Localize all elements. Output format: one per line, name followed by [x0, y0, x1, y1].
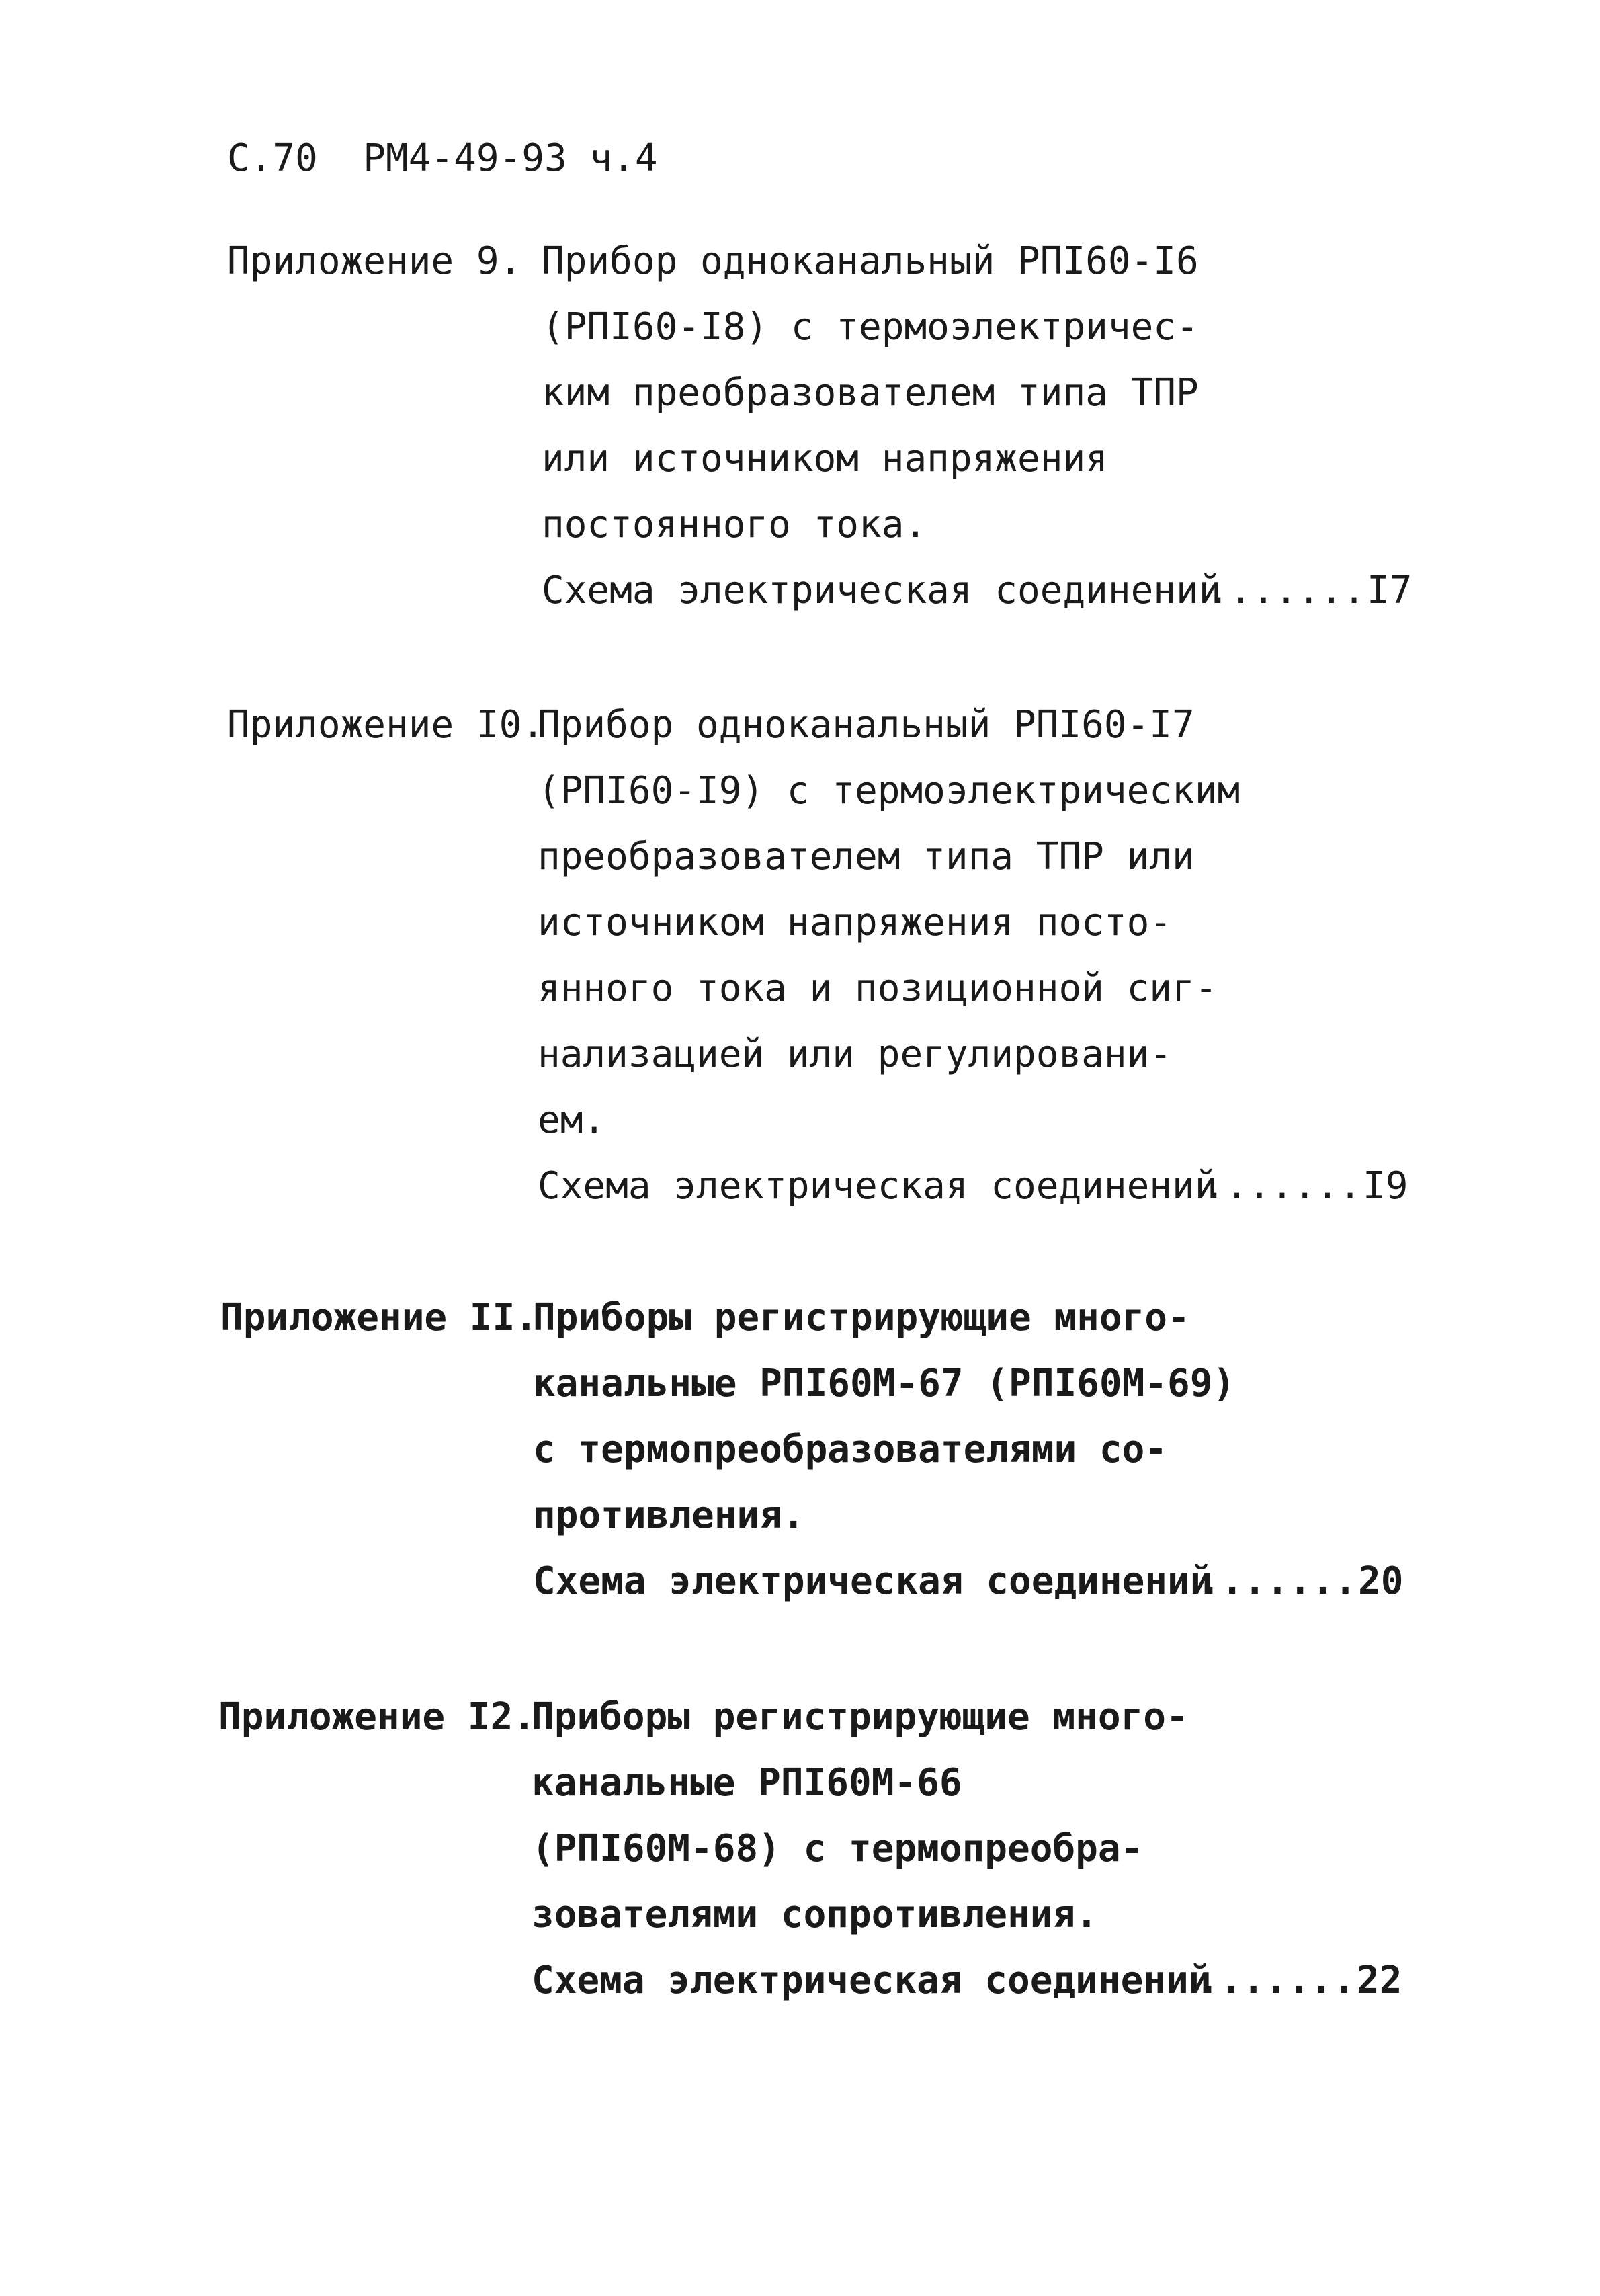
- appendix-description: [538, 692, 1277, 1153]
- appendix-entry: [227, 692, 1437, 1230]
- description-line: (РПI60М-68) с термопреобра-: [532, 1827, 1144, 1871]
- description-line: противления.: [533, 1493, 805, 1537]
- leader-dots: .......: [1207, 569, 1366, 612]
- appendix-label: Приложение I2.: [218, 1695, 536, 1739]
- description-line: постоянного тока.: [542, 503, 927, 546]
- scheme-title: Схема электрическая соединений: [533, 1559, 1213, 1603]
- description-line: преобразователем типа ТПР или: [538, 835, 1195, 878]
- appendix-label: Приложение I0.: [227, 703, 545, 747]
- page-number: 20: [1358, 1559, 1404, 1603]
- leader-dots: .......: [1198, 1559, 1357, 1603]
- page-number: I9: [1363, 1164, 1408, 1208]
- description-line: Приборы регистрирующие много-: [533, 1296, 1190, 1340]
- appendix-description: [542, 229, 1281, 558]
- appendix-entry: [218, 1684, 1428, 2061]
- description-line: Приборы регистрирующие много-: [532, 1695, 1189, 1739]
- page-number: 22: [1357, 1959, 1402, 2002]
- leader-dots: .......: [1203, 1164, 1362, 1208]
- appendix-label: Приложение 9.: [227, 239, 522, 283]
- description-line: Прибор одноканальный РПI60-I6: [542, 239, 1199, 283]
- description-line: источником напряжения посто-: [538, 901, 1173, 944]
- appendix-description: [532, 1684, 1271, 1948]
- description-line: ким преобразователем типа ТПР: [542, 371, 1199, 415]
- description-line: или источником напряжения: [542, 437, 1108, 481]
- appendix-description: [533, 1285, 1272, 1549]
- description-line: (РПI60-I9) с термоэлектрическим: [538, 769, 1240, 813]
- leader-dots: .......: [1197, 1959, 1356, 2002]
- appendix-entry: [227, 229, 1437, 632]
- description-line: канальные РПI60М-67 (РПI60М-69): [533, 1362, 1236, 1405]
- description-line: канальные РПI60М-66: [532, 1761, 962, 1805]
- description-line: янного тока и позиционной сиг-: [538, 967, 1218, 1010]
- scheme-title: Схема электрическая соединений: [538, 1164, 1218, 1208]
- description-line: (РПI60-I8) с термоэлектричес-: [542, 305, 1199, 349]
- description-line: зователями сопротивления.: [532, 1893, 1098, 1936]
- description-line: Прибор одноканальный РПI60-I7: [538, 703, 1195, 747]
- appendix-label: Приложение II.: [220, 1296, 538, 1340]
- appendix-entry: [220, 1285, 1430, 1662]
- scheme-row: [532, 1948, 1402, 2277]
- page-header: С.70 РМ4-49-93 ч.4: [227, 136, 658, 180]
- description-line: нализацией или регулировани-: [538, 1032, 1173, 1076]
- description-line: с термопреобразователями со-: [533, 1428, 1168, 1471]
- scheme-title: Схема электрическая соединений: [532, 1959, 1212, 2002]
- scheme-title: Схема электрическая соединений: [542, 569, 1222, 612]
- page-number: I7: [1367, 569, 1413, 612]
- description-line: ем.: [538, 1098, 606, 1142]
